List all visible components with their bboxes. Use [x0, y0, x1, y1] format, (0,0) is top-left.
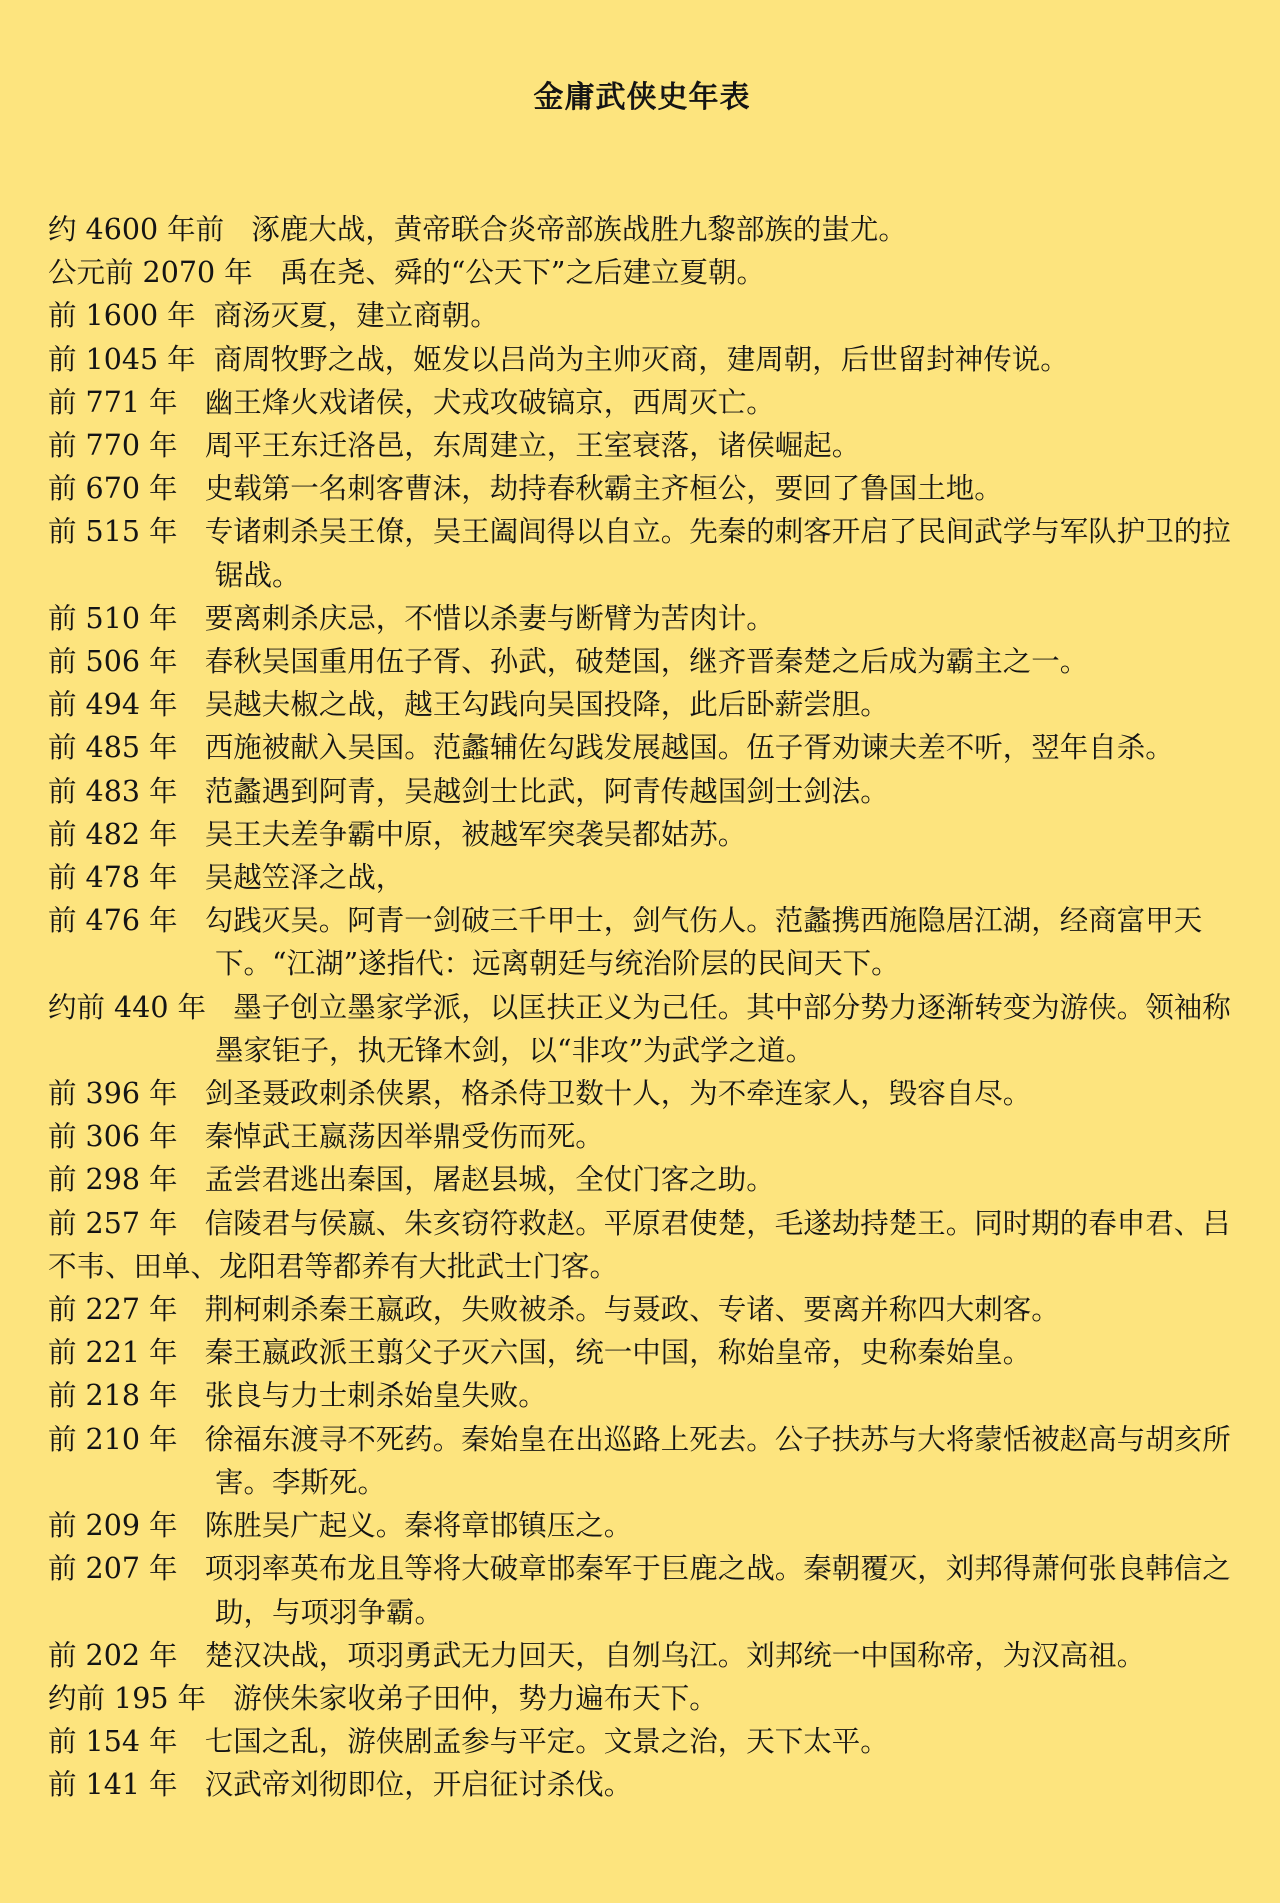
timeline-entry	[48, 770, 1236, 813]
entry-text: 楚汉决战，项羽勇武无力回天，自刎乌江。刘邦统一中国称帝，为汉高祖。	[204, 1638, 1146, 1672]
entry-date: 前 476 年	[48, 904, 178, 938]
entry-date: 前 515 年	[48, 515, 178, 549]
timeline-entry	[48, 1115, 1236, 1158]
entry-text: 吴越夫椒之战，越王勾践向吴国投降，此后卧薪尝胆。	[204, 688, 889, 722]
entry-gap	[178, 1552, 205, 1585]
entry-date: 前 483 年	[48, 774, 178, 808]
timeline-entry	[48, 1677, 1236, 1720]
timeline-entry	[48, 683, 1236, 726]
entry-gap	[178, 1725, 205, 1758]
entry-text: 吴越笠泽之战，	[204, 861, 405, 895]
entry-gap	[178, 1509, 205, 1542]
entry-gap	[178, 472, 205, 505]
entry-text: 陈胜吴广起义。秦将章邯镇压之。	[204, 1509, 633, 1543]
entry-gap	[206, 1682, 233, 1715]
entry-text: 周平王东迁洛邑，东周建立，王室衰落，诸侯崛起。	[204, 429, 861, 463]
entry-gap	[178, 775, 205, 808]
entry-gap	[178, 386, 205, 419]
entry-date: 前 218 年	[48, 1379, 178, 1413]
entry-text: 专诸刺杀吴王僚，吴王阖闾得以自立。先秦的刺客开启了民间武学与军队护卫的拉锯战。	[204, 515, 1231, 592]
entry-gap	[178, 1120, 205, 1153]
timeline-entry	[48, 986, 1236, 1072]
entry-gap	[178, 1423, 205, 1456]
entry-date: 前 482 年	[48, 817, 178, 851]
document-title: 金庸武侠史年表	[533, 80, 751, 115]
entry-gap	[178, 1077, 205, 1110]
entry-text: 秦悼武王嬴荡因举鼎受伤而死。	[204, 1120, 604, 1154]
entry-date: 前 506 年	[48, 645, 178, 679]
entry-date: 前 209 年	[48, 1509, 178, 1543]
timeline-entry	[48, 1504, 1236, 1547]
entry-date: 前 141 年	[48, 1768, 178, 1802]
timeline-entry	[48, 1547, 1236, 1633]
entry-date: 前 770 年	[48, 429, 178, 463]
entry-gap	[178, 1379, 205, 1412]
entry-date: 前 202 年	[48, 1638, 178, 1672]
timeline-entry	[48, 294, 1236, 337]
entry-date: 约 4600 年前	[48, 213, 225, 246]
entry-gap	[178, 688, 205, 721]
entry-date: 前 306 年	[48, 1120, 178, 1154]
entry-date: 约前 195 年	[48, 1681, 207, 1715]
entry-text: 史载第一名刺客曹沫，劫持春秋霸主齐桓公，要回了鲁国土地。	[204, 472, 1003, 506]
timeline-entry	[48, 1288, 1236, 1331]
entry-date: 前 221 年	[48, 1336, 178, 1370]
entry-text: 信陵君与侯嬴、朱亥窃符救赵。平原君使楚，毛遂劫持楚王。同时期的春申君、吕不韦、田单、龙阳君等都养有大批武士门客。	[48, 1206, 1231, 1283]
entry-text: 幽王烽火戏诸侯，犬戎攻破镐京，西周灭亡。	[204, 385, 775, 419]
timeline-entry	[48, 1374, 1236, 1417]
timeline-entry	[48, 424, 1236, 467]
entry-gap	[253, 256, 280, 289]
entry-text: 墨子创立墨家学派，以匡扶正义为己任。其中部分势力逐渐转变为游侠。领袖称墨家钜子，执无锋木剑，以“非攻”为武学之道。	[215, 990, 1231, 1067]
timeline-entry	[48, 856, 1236, 899]
timeline-entry	[48, 467, 1236, 510]
entry-gap	[178, 1639, 205, 1672]
entry-gap	[178, 645, 205, 678]
entry-text: 汉武帝刘彻即位，开启征讨杀伐。	[204, 1768, 633, 1802]
timeline-entry	[48, 381, 1236, 424]
timeline-entry	[48, 338, 1236, 381]
entry-date: 前 298 年	[48, 1163, 178, 1197]
entry-text: 剑圣聂政刺杀侠累，格杀侍卫数十人，为不牵连家人，毁容自尽。	[204, 1077, 1032, 1111]
entry-text: 涿鹿大战，黄帝联合炎帝部族战胜九黎部族的蚩尤。	[251, 213, 907, 246]
timeline-entry	[48, 597, 1236, 640]
entry-text: 商周牧野之战，姬发以吕尚为主帅灭商，建周朝，后世留封神传说。	[213, 342, 1069, 376]
entry-text: 秦王嬴政派王翦父子灭六国，统一中国，称始皇帝，史称秦始皇。	[204, 1336, 1032, 1370]
entry-date: 前 207 年	[48, 1552, 178, 1586]
entry-text: 禹在尧、舜的“公天下”之后建立夏朝。	[279, 256, 765, 290]
timeline-entry	[48, 1763, 1236, 1806]
entry-text: 七国之乱，游侠剧孟参与平定。文景之治，天下太平。	[204, 1725, 889, 1759]
timeline-entry	[48, 1634, 1236, 1677]
entry-gap	[178, 1768, 205, 1801]
entry-date: 前 478 年	[48, 861, 178, 895]
entry-text: 张良与力士刺杀始皇失败。	[204, 1379, 547, 1413]
entry-gap	[178, 904, 205, 937]
entry-gap	[178, 429, 205, 462]
entry-gap	[178, 731, 205, 764]
entry-date: 约前 440 年	[48, 990, 207, 1024]
timeline-entry	[48, 1720, 1236, 1763]
entry-gap	[196, 343, 214, 376]
entry-text: 春秋吴国重用伍子胥、孙武，破楚国，继齐晋秦楚之后成为霸主之一。	[204, 645, 1089, 679]
entry-date: 前 510 年	[48, 601, 178, 635]
entry-date: 前 494 年	[48, 688, 178, 722]
entry-gap	[224, 213, 251, 246]
entry-date: 前 396 年	[48, 1077, 178, 1111]
entry-date: 前 257 年	[48, 1206, 178, 1240]
timeline-entry	[48, 1072, 1236, 1115]
entry-gap	[178, 1207, 205, 1240]
timeline-entry	[48, 1418, 1236, 1504]
entry-text: 项羽率英布龙且等将大破章邯秦军于巨鹿之战。秦朝覆灭，刘邦得萧何张良韩信之助，与项羽争霸。	[204, 1552, 1231, 1629]
entry-gap	[178, 1293, 205, 1326]
entry-date: 前 1045 年	[48, 342, 196, 376]
entry-text: 勾践灭吴。阿青一剑破三千甲士，剑气伤人。范蠡携西施隐居江湖，经商富甲天下。“江湖”遂指代：远离朝廷与统治阶层的民间天下。	[204, 904, 1203, 981]
entry-date: 前 670 年	[48, 472, 178, 506]
entry-gap	[196, 299, 214, 332]
entry-text: 吴王夫差争霸中原，被越军突袭吴都姑苏。	[204, 817, 747, 851]
entry-text: 西施被献入吴国。范蠡辅佐勾践发展越国。伍子胥劝谏夫差不听，翌年自杀。	[204, 731, 1174, 765]
timeline-entry	[48, 726, 1236, 769]
entry-text: 荆柯刺杀秦王嬴政，失败被杀。与聂政、专诸、要离并称四大刺客。	[204, 1293, 1060, 1327]
timeline-list	[48, 208, 1236, 1807]
timeline-entry	[48, 1202, 1236, 1288]
entry-gap	[178, 515, 205, 548]
entry-gap	[178, 1163, 205, 1196]
entry-date: 前 771 年	[48, 385, 178, 419]
entry-gap	[178, 602, 205, 635]
entry-text: 孟尝君逃出秦国，屠赵县城，全仗门客之助。	[204, 1163, 775, 1197]
entry-gap	[178, 861, 205, 894]
timeline-entry	[48, 1158, 1236, 1201]
entry-text: 徐福东渡寻不死药。秦始皇在出巡路上死去。公子扶苏与大将蒙恬被赵高与胡亥所害。李斯死。	[204, 1422, 1231, 1499]
entry-date: 前 210 年	[48, 1422, 178, 1456]
entry-gap	[178, 818, 205, 851]
timeline-entry	[48, 1331, 1236, 1374]
timeline-entry	[48, 251, 1236, 294]
entry-text: 游侠朱家收弟子田仲，势力遍布天下。	[233, 1681, 718, 1715]
entry-date: 前 1600 年	[48, 299, 196, 333]
entry-date: 前 485 年	[48, 731, 178, 765]
timeline-entry	[48, 510, 1236, 596]
entry-date: 公元前 2070 年	[48, 256, 253, 290]
entry-date: 前 154 年	[48, 1725, 178, 1759]
entry-text: 要离刺杀庆忌，不惜以杀妻与断臂为苦肉计。	[204, 601, 775, 635]
entry-text: 商汤灭夏，建立商朝。	[213, 299, 499, 333]
timeline-entry	[48, 813, 1236, 856]
entry-gap	[178, 1336, 205, 1369]
timeline-entry	[48, 899, 1236, 985]
timeline-entry	[48, 208, 1236, 251]
entry-date: 前 227 年	[48, 1293, 178, 1327]
entry-text: 范蠡遇到阿青，吴越剑士比武，阿青传越国剑士剑法。	[204, 774, 889, 808]
entry-gap	[206, 991, 233, 1024]
timeline-entry	[48, 640, 1236, 683]
